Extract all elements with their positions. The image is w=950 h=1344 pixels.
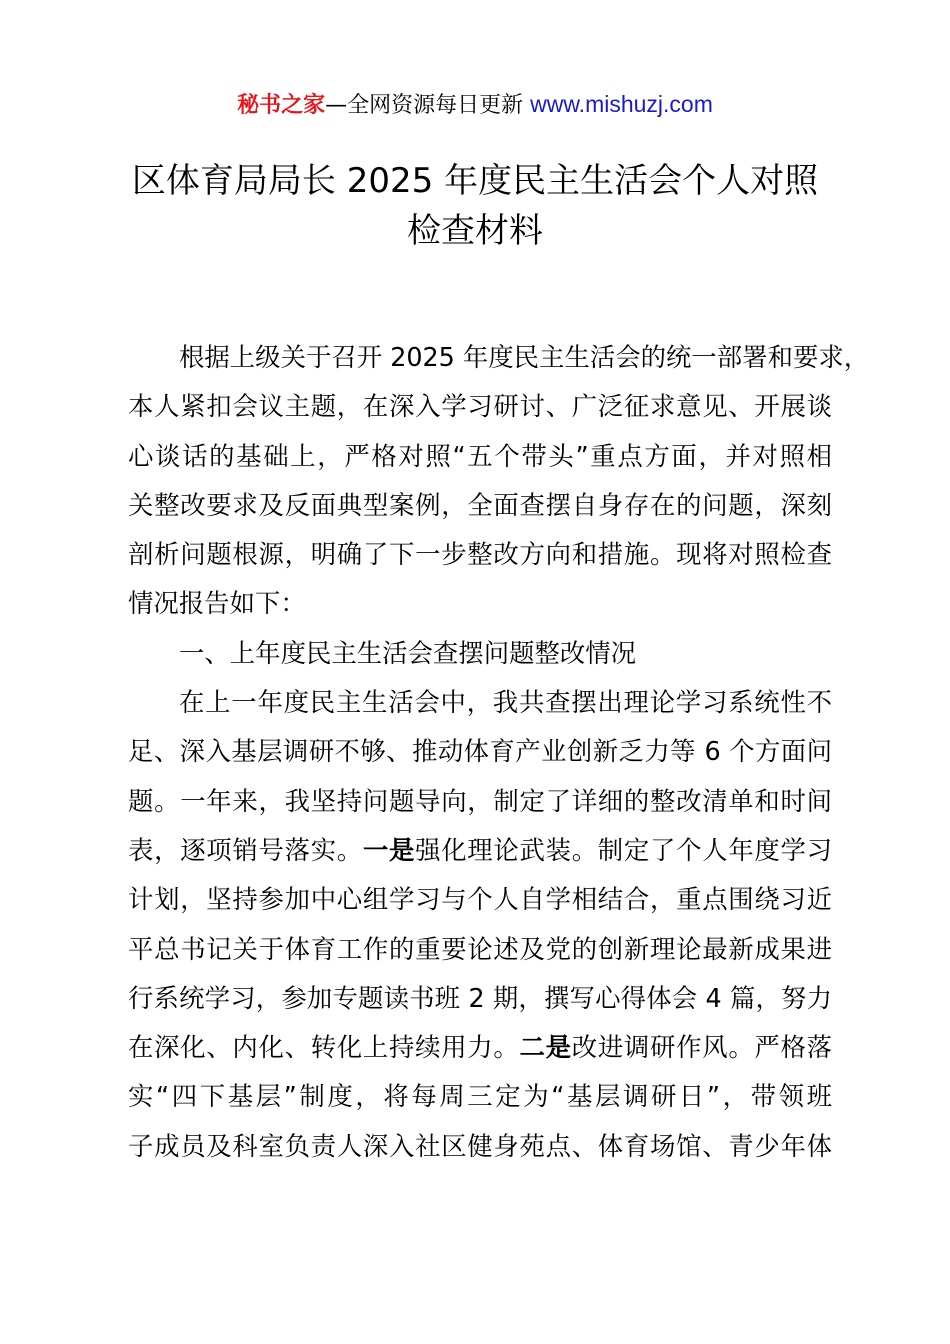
text-run: 强化理论武装。制定了个人年度学习 (415, 834, 833, 865)
text-line: 行系统学习，参加专题读书班 2 期，撰写心得体会 4 篇，努力 (128, 982, 832, 1013)
brand-name: 秘书之家 (237, 93, 326, 118)
intro-paragraph (128, 333, 870, 629)
text-line: 剖析问题根源，明确了下一步整改方向和措施。现将对照检查 (128, 539, 832, 570)
text-run: 改进调研作风。严格落 (571, 1032, 833, 1063)
text-line: 关整改要求及反面典型案例，全面查摆自身存在的问题，深刻 (128, 489, 832, 520)
text-line (128, 1023, 832, 1072)
text-line: 根据上级关于召开 2025 年度民主生活会的统一部署和要求， (179, 342, 870, 372)
text-line: 本人紧扣会议主题，在深入学习研讨、广泛征求意见、开展谈 (128, 391, 832, 422)
header-tagline: —全网资源每日更新 (325, 93, 524, 118)
site-header (0, 88, 950, 122)
site-url-link[interactable]: www.mishuzj.com (530, 91, 713, 117)
title-line-1: 区体育局局长 2025 年度民主生活会个人对照 (131, 161, 819, 201)
text-line: 题。一年来，我坚持问题导向，制定了详细的整改清单和时间 (128, 785, 832, 816)
document-body (128, 333, 870, 1171)
text-run: 在深化、内化、转化上持续用力。 (128, 1032, 520, 1063)
bold-lead-1: 一是 (362, 834, 416, 865)
title-line-2: 检查材料 (407, 211, 543, 251)
text-run: 表，逐项销号落实。 (128, 834, 363, 865)
document-title (0, 156, 950, 256)
text-line: 计划，坚持参加中心组学习与个人自学相结合，重点围绕习近 (128, 884, 832, 915)
text-line: 情况报告如下： (128, 588, 306, 619)
text-line: 实“四下基层”制度，将每周三定为“基层调研日”，带领班 (128, 1081, 832, 1112)
text-line: 平总书记关于体育工作的重要论述及党的创新理论最新成果进 (128, 933, 832, 964)
text-line: 在上一年度民主生活会中，我共查摆出理论学习系统性不 (179, 687, 832, 718)
text-line (128, 826, 832, 875)
text-line: 心谈话的基础上，严格对照“五个带头”重点方面，并对照相 (128, 440, 832, 471)
section-1-paragraph (128, 678, 832, 1171)
text-line: 子成员及科室负责人深入社区健身苑点、体育场馆、青少年体 (128, 1130, 832, 1161)
text-line: 足、深入基层调研不够、推动体育产业创新乏力等 6 个方面问 (128, 736, 832, 767)
section-heading-1: 一、上年度民主生活会查摆问题整改情况 (179, 637, 637, 668)
bold-lead-2: 二是 (519, 1032, 572, 1063)
